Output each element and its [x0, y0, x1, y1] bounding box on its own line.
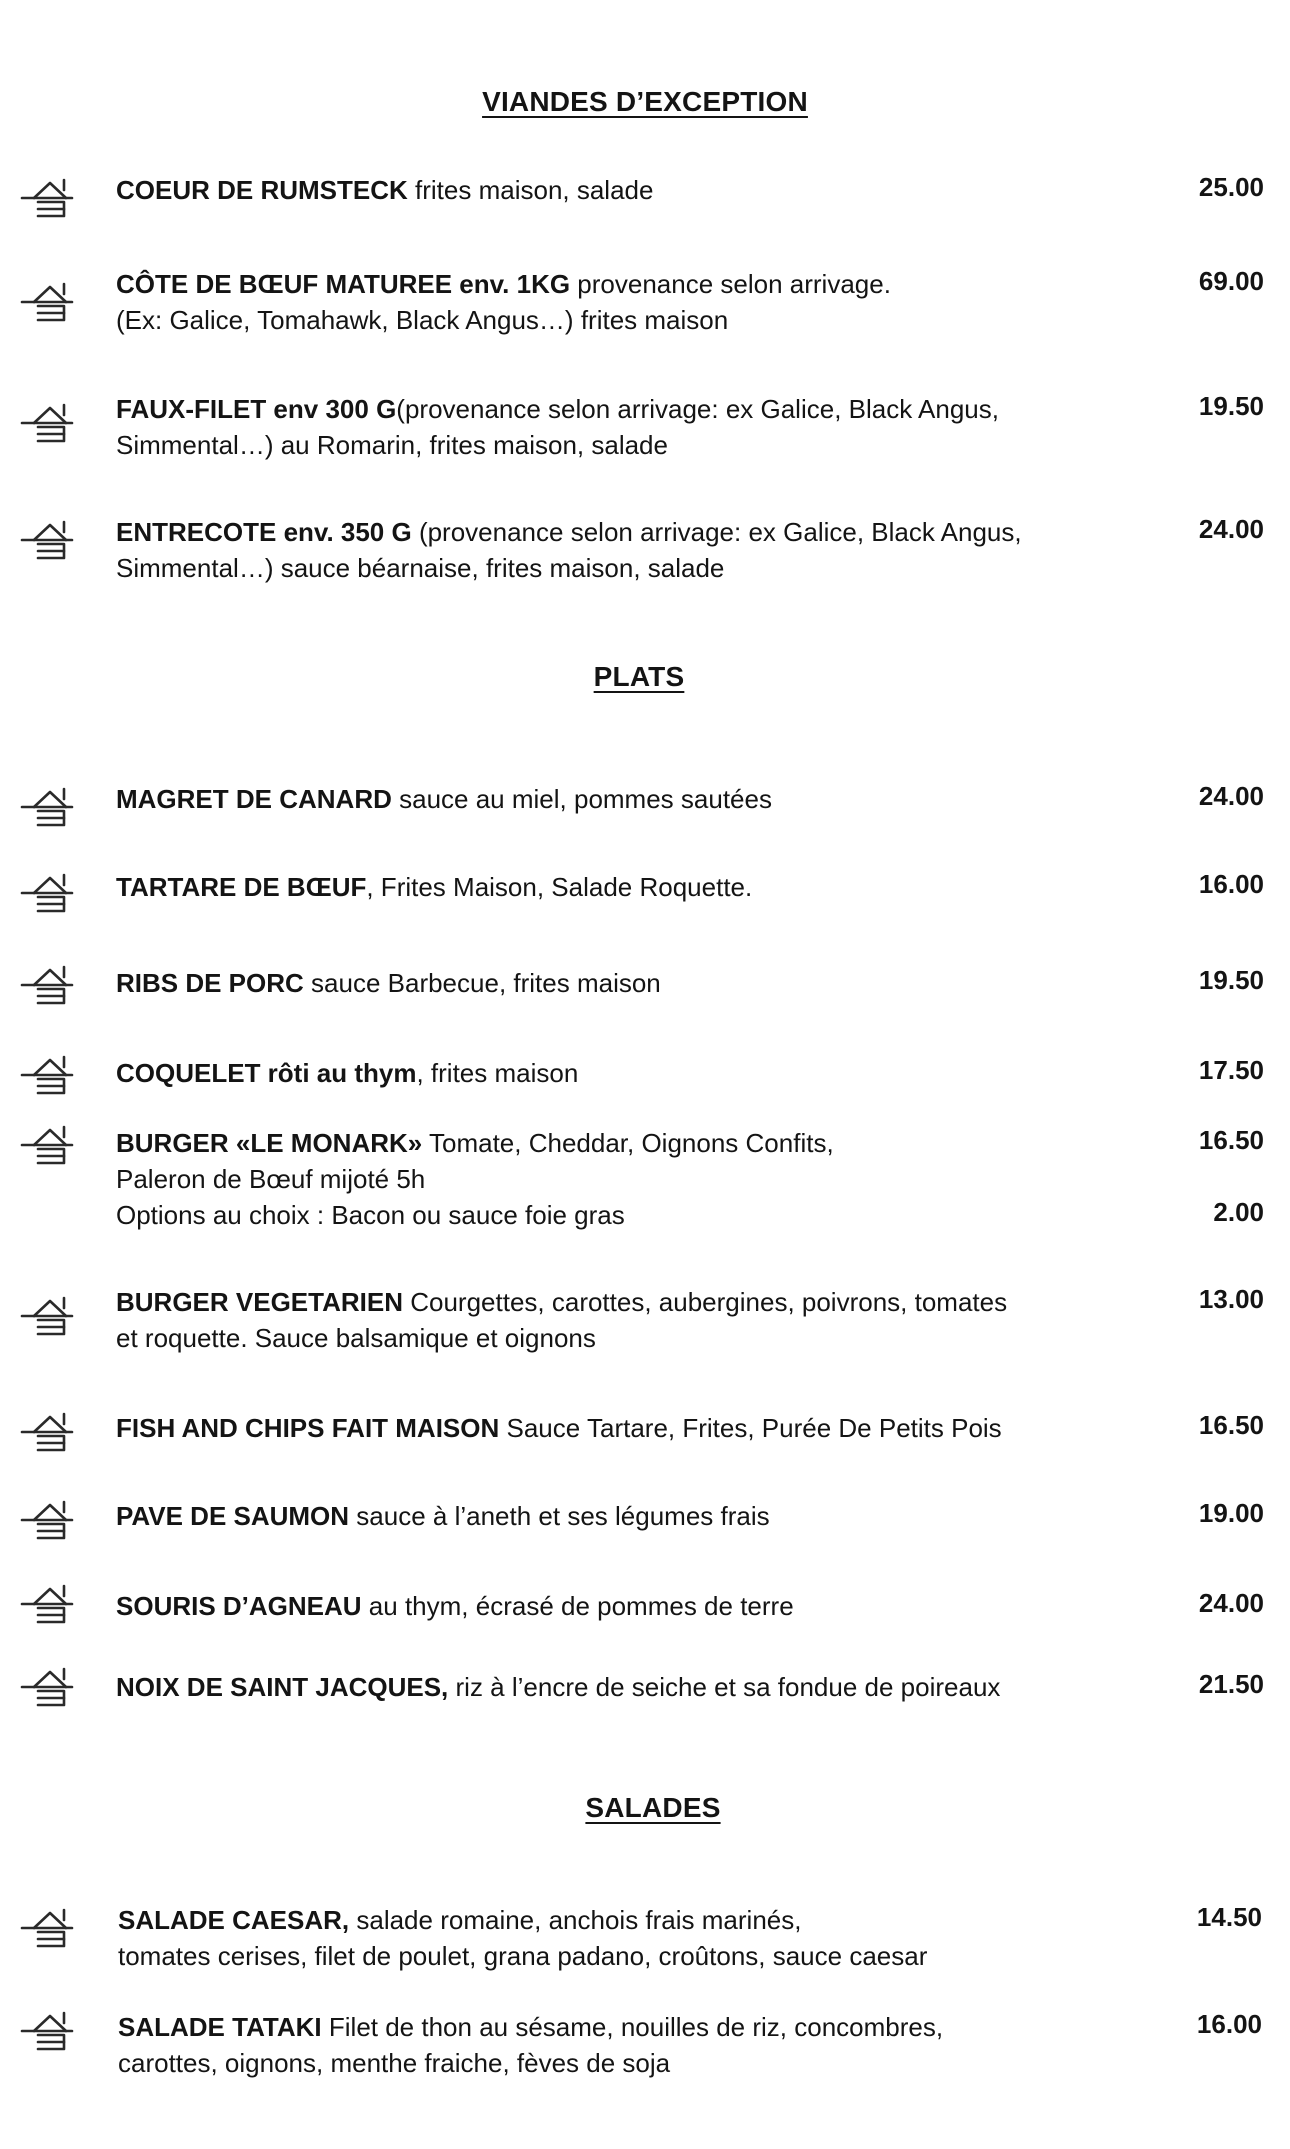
menu-item-coquelet [20, 1055, 1272, 1135]
item-description: frites maison, salade [407, 175, 654, 205]
item-price: 13.00 [1198, 1284, 1264, 1314]
item-description: provenance selon arrivage. [570, 269, 891, 299]
item-price: 69.00 [1198, 266, 1264, 296]
item-name: COEUR DE RUMSTECK [116, 175, 408, 205]
menu-item-magret-de-canard [20, 781, 1272, 861]
item-name: FAUX-FILET env 300 G [116, 394, 397, 424]
house-icon [20, 176, 76, 220]
item-name: RIBS DE PORC [116, 968, 304, 998]
item-name: ENTRECOTE env. 350 G [116, 517, 412, 547]
item-name: BURGER «LE MONARK» [116, 1128, 423, 1158]
item-description-line2: Simmental…) sauce béarnaise, frites maison, salade [116, 553, 725, 583]
item-price: 17.50 [1198, 1055, 1264, 1085]
house-icon [20, 1498, 76, 1542]
item-price: 21.50 [1198, 1669, 1264, 1699]
house-icon [20, 871, 76, 915]
menu-item-burger-vegetarien [20, 1284, 1272, 1364]
item-name: NOIX DE SAINT JACQUES, [116, 1672, 449, 1702]
item-description-line2: et roquette. Sauce balsamique et oignons [116, 1323, 596, 1353]
item-description: sauce à l’aneth et ses légumes frais [349, 1501, 770, 1531]
item-description: au thym, écrasé de pommes de terre [361, 1591, 794, 1621]
menu-item-ribs-de-porc [20, 965, 1272, 1045]
house-icon [20, 785, 76, 829]
house-icon [20, 2009, 76, 2053]
item-description: , frites maison [416, 1058, 579, 1088]
house-icon [20, 1582, 76, 1626]
item-description: sauce Barbecue, frites maison [303, 968, 661, 998]
house-icon [20, 1123, 76, 1167]
menu-item-salade-tataki [20, 2009, 1272, 2089]
item-name: SALADE TATAKI [118, 2012, 322, 2042]
item-description-line2: Paleron de Bœuf mijoté 5h [116, 1164, 426, 1194]
item-description: (provenance selon arrivage: ex Galice, Black Angus, [396, 394, 999, 424]
menu-item-burger-le-monark [20, 1125, 1272, 1245]
house-icon [20, 963, 76, 1007]
item-price: 25.00 [1198, 172, 1264, 202]
item-name: COQUELET rôti au thym [116, 1058, 417, 1088]
item-description: Courgettes, carottes, aubergines, poivrons, tomates [403, 1287, 1008, 1317]
item-description: Sauce Tartare, Frites, Purée De Petits Pois [499, 1413, 1002, 1443]
menu-item-fish-and-chips [20, 1410, 1272, 1490]
item-name: PAVE DE SAUMON [116, 1501, 350, 1531]
menu-item-coeur-de-rumsteck [20, 172, 1272, 252]
menu-item-noix-de-saint-jacques [20, 1669, 1272, 1749]
item-description-line3: Options au choix : Bacon ou sauce foie gras [116, 1200, 625, 1230]
item-name: BURGER VEGETARIEN [116, 1287, 403, 1317]
item-description: , Frites Maison, Salade Roquette. [366, 872, 753, 902]
item-description: sauce au miel, pommes sautées [391, 784, 772, 814]
item-price: 19.50 [1198, 965, 1264, 995]
house-icon [20, 401, 76, 445]
item-name: SOURIS D’AGNEAU [116, 1591, 362, 1621]
item-description: Tomate, Cheddar, Oignons Confits, [422, 1128, 834, 1158]
house-icon [20, 1053, 76, 1097]
item-option-price: 2.00 [1213, 1197, 1264, 1227]
item-price: 19.50 [1198, 391, 1264, 421]
house-icon [20, 1906, 76, 1950]
item-description-line2: carottes, oignons, menthe fraiche, fèves de soja [118, 2048, 671, 2078]
item-price: 16.50 [1198, 1410, 1264, 1440]
item-name: SALADE CAESAR, [118, 1905, 350, 1935]
section-title-plats: PLATS [593, 661, 685, 692]
item-name: MAGRET DE CANARD [116, 784, 392, 814]
section-title-salades: SALADES [585, 1792, 721, 1823]
item-name: FISH AND CHIPS FAIT MAISON [116, 1413, 500, 1443]
item-price: 24.00 [1198, 1588, 1264, 1618]
menu-item-cote-de-boeuf [20, 266, 1272, 346]
menu-item-tartare-de-boeuf [20, 869, 1272, 949]
house-icon [20, 1294, 76, 1338]
item-price: 16.00 [1198, 869, 1264, 899]
item-description: salade romaine, anchois frais marinés, [349, 1905, 802, 1935]
house-icon [20, 280, 76, 324]
item-description-line2: Simmental…) au Romarin, frites maison, salade [116, 430, 668, 460]
item-description-line2: (Ex: Galice, Tomahawk, Black Angus…) frites maison [116, 305, 729, 335]
item-price: 24.00 [1198, 514, 1264, 544]
menu-item-salade-caesar [20, 1902, 1272, 1982]
item-description-line2: tomates cerises, filet de poulet, grana padano, croûtons, sauce caesar [118, 1941, 928, 1971]
menu-item-pave-de-saumon [20, 1498, 1272, 1578]
item-price: 14.50 [1196, 1902, 1262, 1932]
item-description: riz à l’encre de seiche et sa fondue de poireaux [448, 1672, 1001, 1702]
house-icon [20, 1410, 76, 1454]
house-icon [20, 1665, 76, 1709]
item-price: 16.50 [1198, 1125, 1264, 1155]
item-price: 24.00 [1198, 781, 1264, 811]
house-icon [20, 518, 76, 562]
menu-item-entrecote [20, 514, 1272, 594]
item-description: Filet de thon au sésame, nouilles de riz, concombres, [321, 2012, 944, 2042]
section-title-viandes: VIANDES D’EXCEPTION [482, 86, 808, 117]
menu-item-souris-d-agneau [20, 1588, 1272, 1668]
item-price: 16.00 [1196, 2009, 1262, 2039]
item-price: 19.00 [1198, 1498, 1264, 1528]
item-name: CÔTE DE BŒUF MATUREE env. 1KG [116, 269, 571, 299]
item-description: (provenance selon arrivage: ex Galice, Black Angus, [411, 517, 1022, 547]
menu-item-faux-filet [20, 391, 1272, 471]
item-name: TARTARE DE BŒUF [116, 872, 367, 902]
